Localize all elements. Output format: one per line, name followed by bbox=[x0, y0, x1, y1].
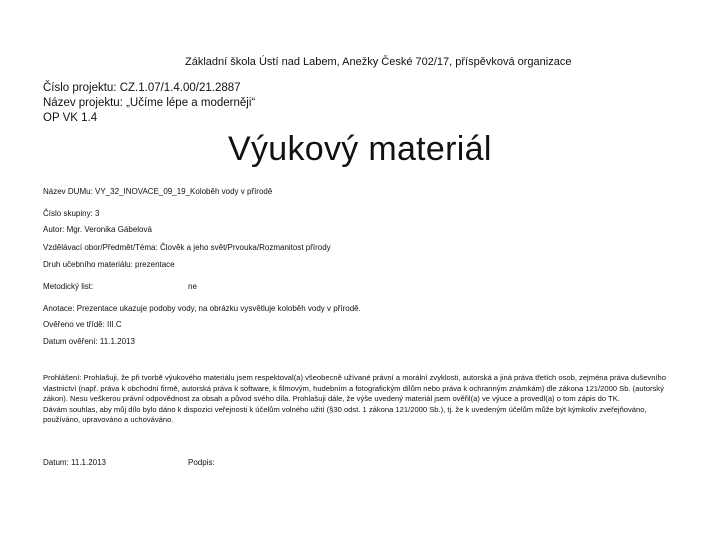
school-header: Základní škola Ústí nad Labem, Anežky České 702/17, příspěvková organizace bbox=[185, 56, 572, 68]
annotation: Anotace: Prezentace ukazuje podoby vody, na obrázku vysvětluje koloběh vody v přírodě. bbox=[43, 304, 361, 313]
consent-paragraph: Dávám souhlas, aby můj dílo bylo dáno k dispozici veřejnosti k účelům volného užití (§30 odst. 1 zákona 121/2000 Sb.), tj. že k uvedeným účelům může být kýmkoliv zveřejňováno, používáno, upravováno a uchováváno. bbox=[43, 404, 647, 425]
footer-signature: Podpis: bbox=[188, 458, 215, 467]
dum-name: Název DUMu: VY_32_INOVACE_09_19_Koloběh vody v přírodě bbox=[43, 187, 273, 196]
declaration-paragraph: Prohlášení: Prohlašuji, že při tvorbě výukového materiálu jsem respektoval(a) všeobecně užívané právní a morální zvyklosti, autorská a jiná práva třetích osob, zejména práva duševního vlastnictví (např. práva k obchodní firmě, autorská práva k software, k filmovým, hudebním a fotografickým dílům nebo práva k ochranným známkám) dle zákona 121/2000 Sb. (autorský zákon). Nesu veškerou právní odpovědnost za obsah a původ svého díla. Prohlašuji dále, že výše uvedený materiál jsem ověřil(a) ve výuce a provedl(a) o tom zápis do TK. bbox=[43, 373, 667, 404]
group-number: Číslo skupiny: 3 bbox=[43, 209, 100, 218]
project-number: Číslo projektu: CZ.1.07/1.4.00/21.2887 bbox=[43, 82, 241, 94]
author: Autor: Mgr. Veronika Gábelová bbox=[43, 225, 152, 234]
verified-date: Datum ověření: 11.1.2013 bbox=[43, 337, 135, 346]
method-sheet-label: Metodický list: bbox=[43, 282, 94, 291]
material-type: Druh učebního materiálu: prezentace bbox=[43, 260, 175, 269]
verified-class: Ověřeno ve třídě: III.C bbox=[43, 320, 122, 329]
declaration bbox=[43, 373, 683, 426]
footer-date: Datum: 11.1.2013 bbox=[43, 458, 107, 467]
page-title: Výukový materiál bbox=[228, 130, 492, 168]
project-name: Název projektu: „Učíme lépe a moderněji“ bbox=[43, 97, 256, 109]
educational-field: Vzdělávací obor/Předmět/Téma: Člověk a jeho svět/Prvouka/Rozmanitost přírody bbox=[43, 243, 331, 252]
method-sheet-value: ne bbox=[188, 282, 197, 291]
project-op: OP VK 1.4 bbox=[43, 112, 98, 124]
